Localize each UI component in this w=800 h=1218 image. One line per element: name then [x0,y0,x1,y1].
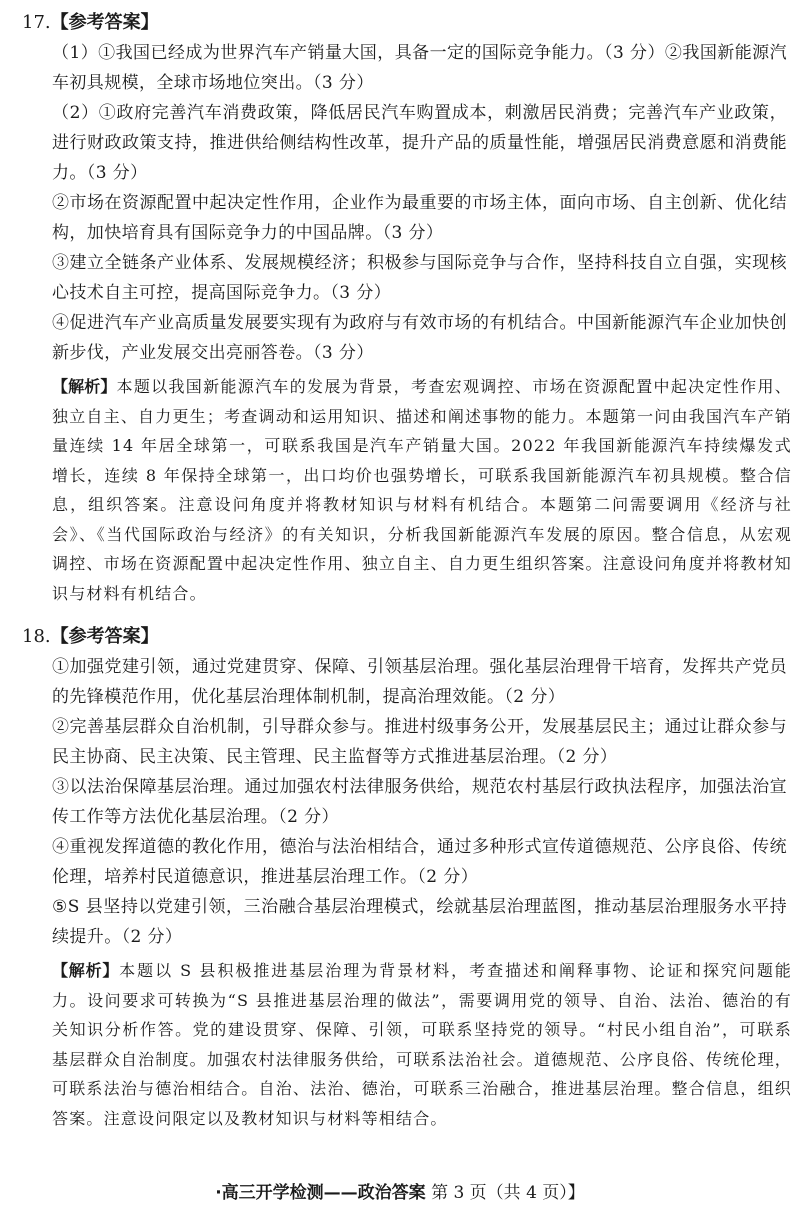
footer-title: ·高三开学检测——政治答案 [215,1183,426,1203]
explanation-text: 本题以 S 县积极推进基层治理为背景材料，考查描述和阐释事物、论证和探究问题能力。设问要求可转换为“S 县推进基层治理的做法”，需要调用党的领导、自治、法治、德治的有关知识分析作答。党的建设贯穿、保障、引领，可联系坚持党的领导。“村民小组自治”，可联系基层群众自治制度。加强农村法律服务供给，可联系法治社会。道德规范、公序良俗、传统伦理，可联系法治与德治相结合。自治、法治、德治，可联系三治融合，推进基层治理。整合信息，组织答案。注意设问限定以及教材知识与材料等相结合。 [52,961,792,1128]
answer-paragraph: ③以法治保障基层治理。通过加强农村法律服务供给，规范农村基层行政执法程序，加强法治宣传工作等方法优化基层治理。（2 分） [52,777,787,827]
question-18-header [22,622,784,652]
answer-paragraph: （2）①政府完善汽车消费政策，降低居民汽车购置成本，刺激居民消费；完善汽车产业政策，进行财政政策支持，推进供给侧结构性改革，提升产品的质量性能，增强居民消费意愿和消费能力。（3 分） [52,103,787,183]
answer-paragraph: ③建立全链条产业体系、发展规模经济；积极参与国际竞争与合作，坚持科技自立自强，实现核心技术自主可控，提高国际竞争力。（3 分） [52,253,787,303]
answer-paragraph: ②市场在资源配置中起决定性作用，企业作为最重要的市场主体，面向市场、自主创新、优化结构，加快培育具有国际竞争力的中国品牌。（3 分） [52,193,787,243]
explanation-label: 【解析】 [52,961,120,980]
reference-answer-label: 【参考答案】 [50,12,159,33]
explanation-block [52,372,792,608]
answer-paragraph: ⑤S 县坚持以党建引领，三治融合基层治理模式，绘就基层治理蓝图，推动基层治理服务水平持续提升。（2 分） [52,897,787,947]
answer-paragraph: ④重视发挥道德的教化作用，德治与法治相结合，通过多种形式宣传道德规范、公序良俗、传统伦理，培养村民道德意识，推进基层治理工作。（2 分） [52,837,787,887]
explanation-block [52,956,792,1133]
answer-paragraph: （1）①我国已经成为世界汽车产销量大国，具备一定的国际竞争能力。（3 分）②我国新能源汽车初具规模，全球市场地位突出。（3 分） [52,43,787,93]
question-number: 17. [22,12,51,33]
explanation-label: 【解析】 [52,377,117,396]
question-17 [22,8,792,608]
answer-paragraph: ④促进汽车产业高质量发展要实现有为政府与有效市场的有机结合。中国新能源汽车企业加快创新步伐，产业发展交出亮丽答卷。（3 分） [52,313,787,363]
explanation-text: 本题以我国新能源汽车的发展为背景，考查宏观调控、市场在资源配置中起决定性作用、独立自主、自力更生；考查调动和运用知识、描述和阐述事物的能力。本题第一问由我国汽车产销量连续 14 年居全球第一，可联系我国是汽车产销量大国。2022 年我国新能源汽车持续爆发式增长，连续 8 年保持全球第一，出口均价也强势增长，可联系我国新能源汽车初具规模。整合信息，组织答案。注意设问角度并将教材知识与材料有机结合。本题第二问需要调用《经济与社会》、《当代国际政治与经济》的有关知识，分析我国新能源汽车发展的原因。整合信息，从宏观调控、市场在资源配置中起决定性作用、独立自主、自力更生组织答案。注意设问角度并将教材知识与材料有机结合。 [52,377,792,603]
reference-answer-label: 【参考答案】 [50,626,159,647]
answer-paragraph: ②完善基层群众自治机制，引导群众参与。推进村级事务公开，发展基层民主；通过让群众参与民主协商、民主决策、民主管理、民主监督等方式推进基层治理。（2 分） [52,717,787,767]
answer-block [52,652,787,952]
answer-block [52,38,787,368]
page-footer [0,1181,800,1205]
footer-page-number: 第 3 页（共 4 页）】 [431,1183,585,1203]
answer-paragraph: ①加强党建引领，通过党建贯穿、保障、引领基层治理。强化基层治理骨干培育，发挥共产党员的先锋模范作用，优化基层治理体制机制，提高治理效能。（2 分） [52,657,787,707]
question-number: 18. [22,626,51,647]
question-17-header [22,8,784,38]
question-18 [22,622,792,1133]
